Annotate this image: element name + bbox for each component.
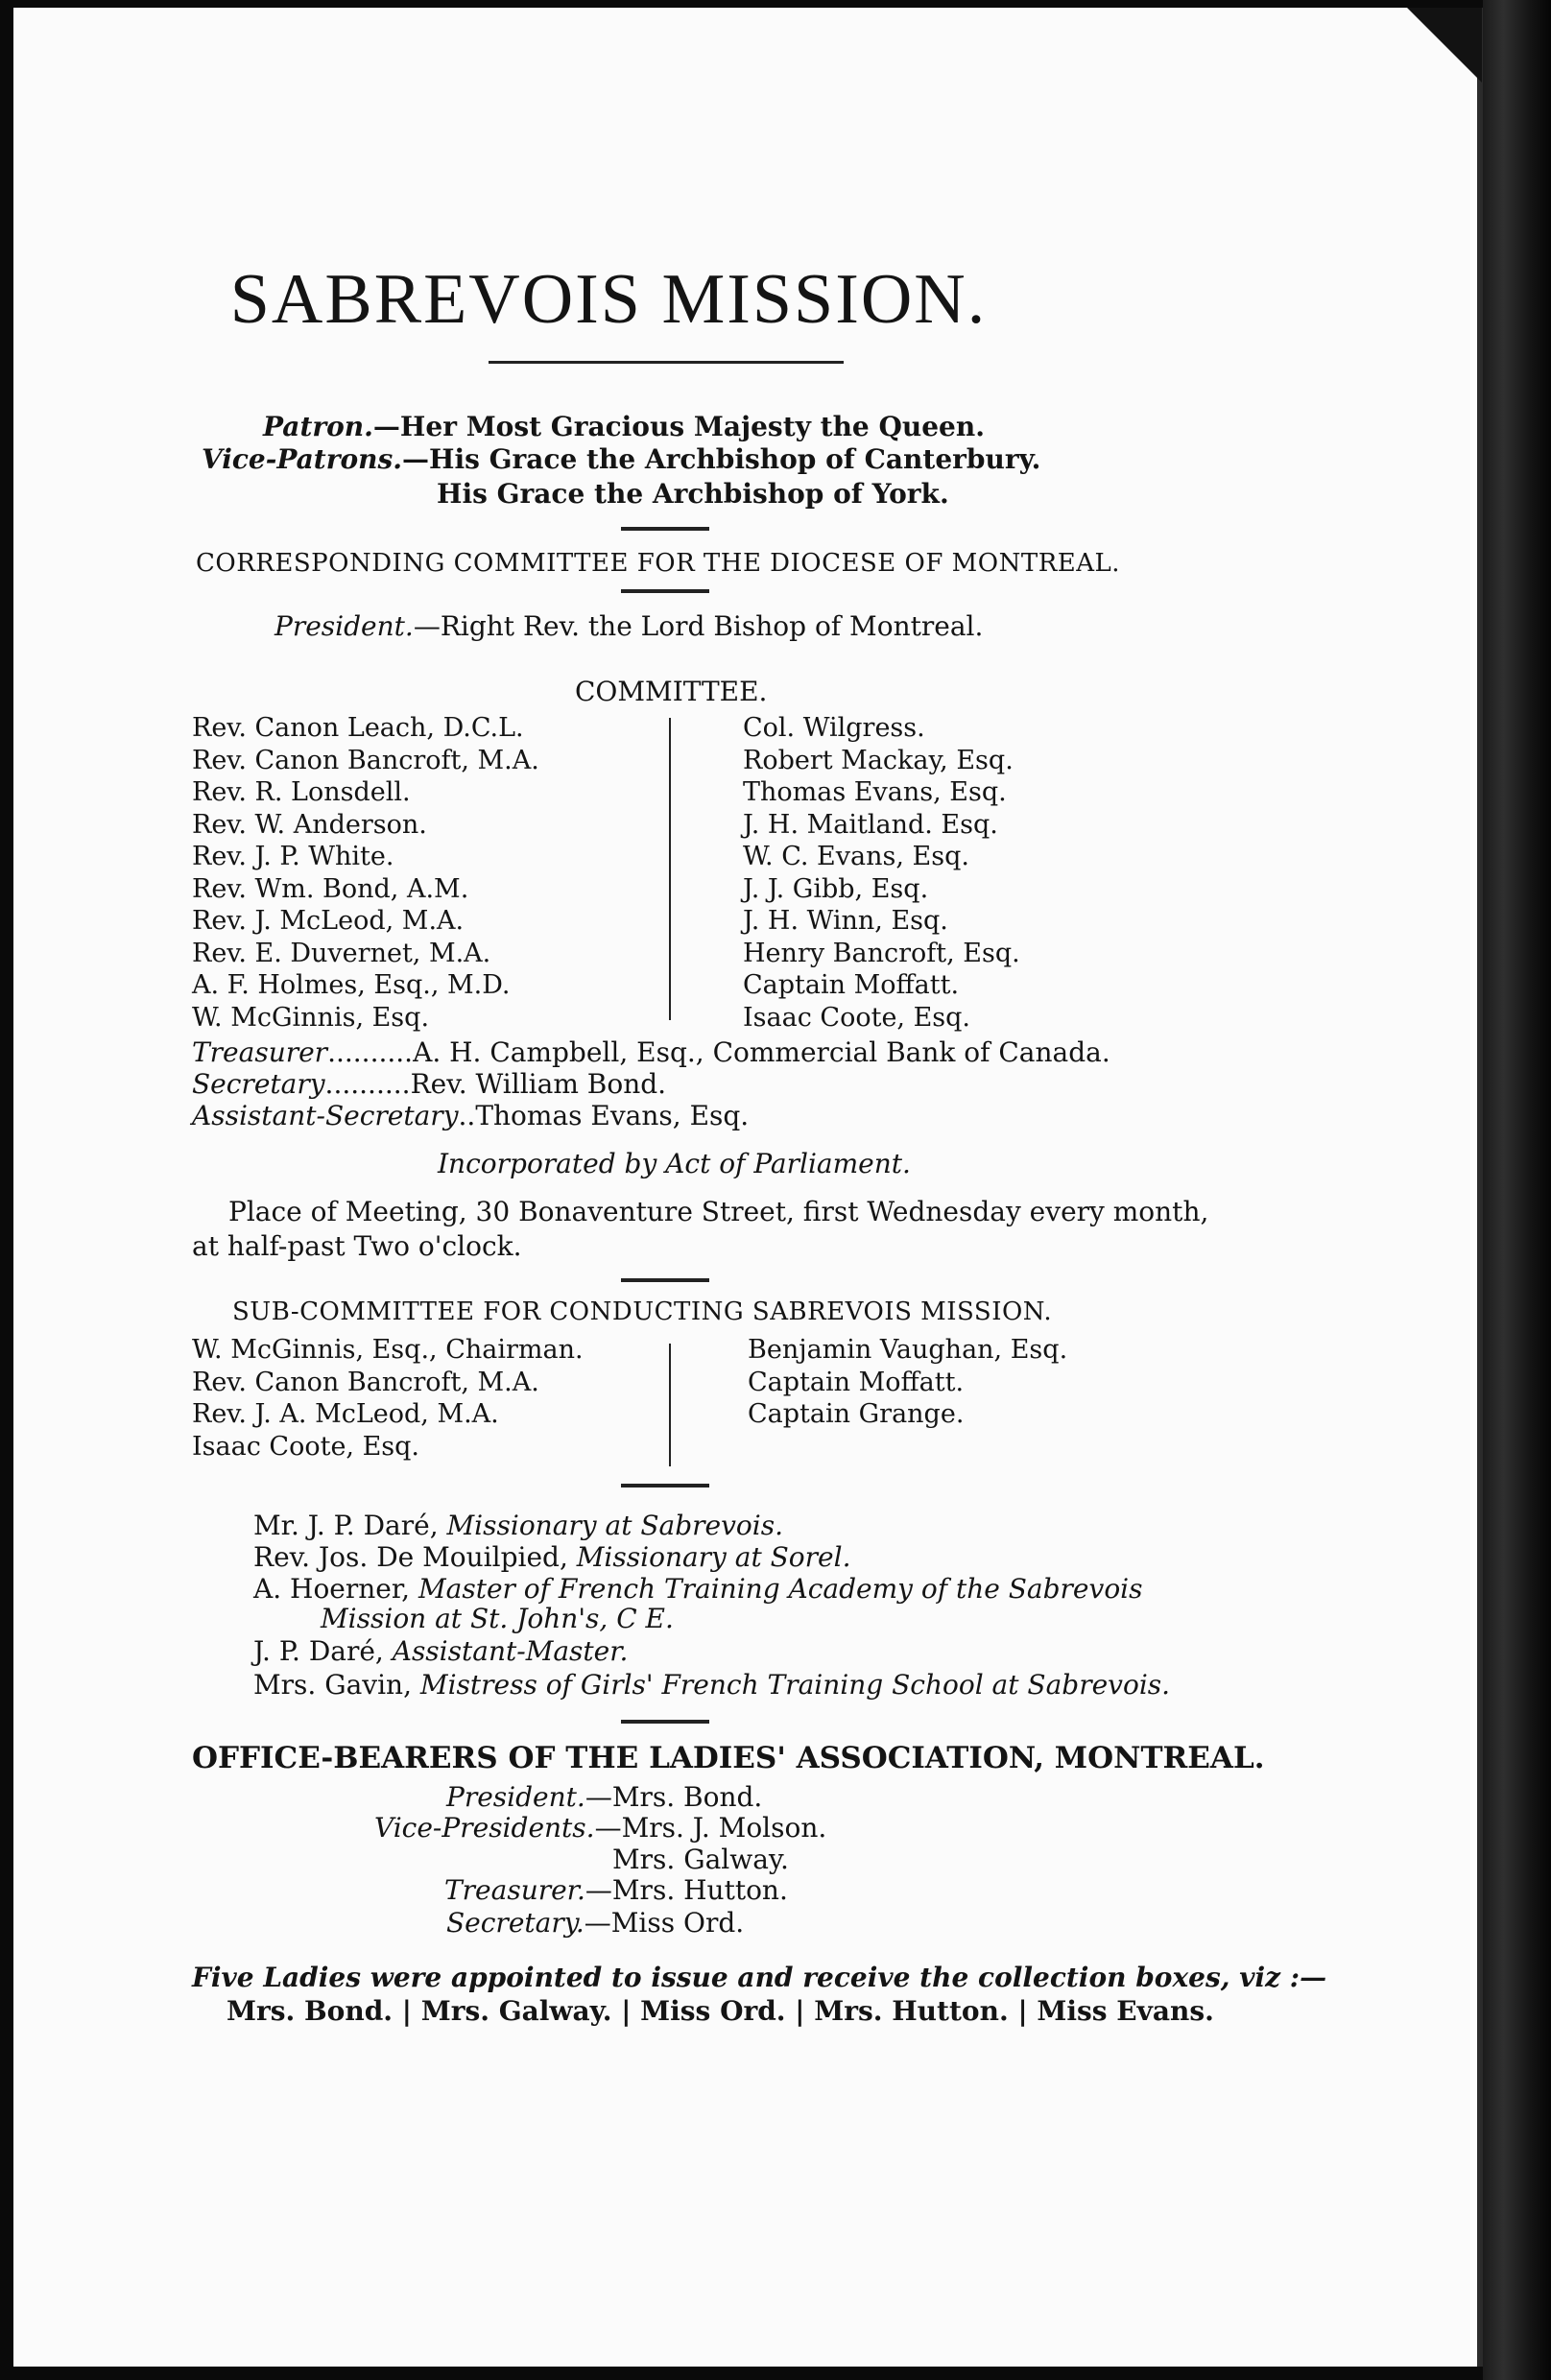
section-rule [621, 589, 709, 593]
staff-role: Master of French Training Academy of the Sabrevois [418, 1573, 1143, 1605]
section-rule [621, 527, 709, 531]
ladies-text: —Mrs. Bond. [585, 1781, 763, 1813]
section-rule [621, 1484, 709, 1488]
list-item: J. J. Gibb, Esq. [743, 873, 929, 904]
page-content [13, 8, 1477, 2367]
ladies-vice-president [374, 1812, 826, 1844]
officer-secretary [192, 1068, 666, 1100]
officer-dots: .. [458, 1100, 476, 1131]
list-item: Rev. R. Lonsdell. [192, 777, 411, 807]
vice-patron-text: —His Grace the Archbishop of Canterbury. [402, 443, 1041, 475]
staff-line [253, 1510, 783, 1541]
staff-name: Mr. J. P. Daré, [253, 1510, 447, 1541]
separator-bar: | [1017, 1995, 1028, 2027]
ladies-text: Mrs. Galway. [612, 1844, 789, 1875]
vice-patron-line [202, 443, 1040, 475]
book-edge [1483, 0, 1551, 2380]
collector-name: Miss Ord. [640, 1995, 786, 2027]
list-item: Rev. J. P. White. [192, 842, 394, 871]
president-label: President. [274, 610, 414, 642]
staff-line [253, 1541, 850, 1573]
list-item: Henry Bancroft, Esq. [743, 938, 1020, 968]
separator-bar: | [795, 1995, 805, 2027]
ladies-label: Secretary. [446, 1907, 585, 1939]
officer-text: Thomas Evans, Esq. [475, 1100, 750, 1131]
president-text: —Right Rev. the Lord Bishop of Montreal. [413, 610, 984, 642]
ladies-text: —Mrs. Hutton. [585, 1874, 788, 1906]
ladies-secretary [446, 1907, 744, 1939]
committee-left-list [192, 712, 539, 1034]
ladies-text: —Mrs. J. Molson. [594, 1812, 827, 1844]
document-page [13, 8, 1483, 2367]
sub-committee-right-list [748, 1334, 1067, 1431]
staff-role: Assistant-Master. [392, 1635, 629, 1667]
staff-name: Rev. Jos. De Mouilpied, [253, 1541, 577, 1573]
section-rule [621, 1278, 709, 1282]
vice-patron-label: Vice-Patrons. [202, 443, 403, 475]
list-item: Rev. Wm. Bond, A.M. [192, 873, 469, 904]
meeting-line-1: Place of Meeting, 30 Bonaventure Street, first Wednesday every month, [228, 1196, 1209, 1227]
patron-text: —Her Most Gracious Majesty the Queen. [372, 411, 985, 442]
list-item: Captain Moffatt. [743, 970, 960, 1000]
list-item: Rev. W. Anderson. [192, 809, 427, 840]
sub-committee-heading: SUB-COMMITTEE FOR CONDUCTING SABREVOIS MISSION. [232, 1297, 1053, 1326]
officer-label: Assistant-Secretary [192, 1100, 459, 1131]
committee-right-list [743, 712, 1020, 1034]
list-item: Isaac Coote, Esq. [743, 1002, 971, 1033]
staff-role: Mission at St. John's, C E. [321, 1603, 674, 1634]
collector-name: Mrs. Bond. [227, 1995, 394, 2027]
committee-heading: COMMITTEE. [575, 676, 768, 707]
list-item: Rev. J. McLeod, M.A. [192, 906, 465, 936]
staff-role: Missionary at Sorel. [576, 1541, 851, 1573]
ladies-vice-president-2 [612, 1844, 789, 1875]
officer-text: Rev. William Bond. [410, 1068, 667, 1100]
column-divider [669, 718, 671, 1020]
staff-line [321, 1603, 674, 1634]
officer-text: A. H. Campbell, Esq., Commercial Bank of Canada. [413, 1036, 1110, 1068]
ladies-label: Treasurer. [444, 1874, 585, 1906]
list-item: W. C. Evans, Esq. [743, 842, 969, 871]
list-item: Rev. Canon Bancroft, M.A. [192, 745, 539, 775]
list-item: W. McGinnis, Esq. [192, 1002, 430, 1033]
ladies-label: President. [446, 1781, 585, 1813]
patron-line [263, 411, 985, 442]
officer-assistant-secretary [192, 1100, 749, 1131]
collector-name: Mrs. Galway. [420, 1995, 612, 2027]
officer-dots: .......... [327, 1036, 414, 1068]
staff-line [253, 1573, 1143, 1605]
list-item: Rev. J. A. McLeod, M.A. [192, 1399, 499, 1429]
ladies-president [446, 1781, 762, 1813]
ladies-heading: OFFICE-BEARERS OF THE LADIES' ASSOCIATION, MONTREAL. [192, 1741, 1265, 1775]
sub-committee-left-list [192, 1334, 584, 1463]
corresponding-heading: CORRESPONDING COMMITTEE FOR THE DIOCESE OF MONTREAL. [196, 549, 1121, 578]
staff-role: Missionary at Sabrevois. [446, 1510, 784, 1541]
list-item: J. H. Maitland. Esq. [743, 809, 998, 840]
list-item: Col. Wilgress. [743, 713, 925, 743]
list-item: Benjamin Vaughan, Esq. [748, 1335, 1068, 1365]
meeting-line-2: at half-past Two o'clock. [192, 1230, 522, 1262]
list-item: A. F. Holmes, Esq., M.D. [192, 970, 511, 1000]
collectors-line [227, 1995, 1214, 2027]
list-item: J. H. Winn, Esq. [743, 906, 948, 936]
staff-name: Mrs. Gavin, [253, 1669, 420, 1701]
separator-bar: | [621, 1995, 632, 2027]
list-item: Isaac Coote, Esq. [192, 1431, 420, 1462]
list-item: Captain Moffatt. [748, 1367, 965, 1397]
list-item: Rev. Canon Leach, D.C.L. [192, 713, 524, 743]
list-item: Captain Grange. [748, 1399, 965, 1429]
separator-bar: | [401, 1995, 412, 2027]
list-item: W. McGinnis, Esq., Chairman. [192, 1335, 584, 1365]
president-line [274, 610, 983, 642]
staff-line [253, 1669, 1170, 1701]
section-rule [621, 1720, 709, 1724]
collector-name: Mrs. Hutton. [814, 1995, 1009, 2027]
staff-name: J. P. Daré, [253, 1635, 393, 1667]
officer-treasurer [192, 1036, 1110, 1068]
list-item: Rev. Canon Bancroft, M.A. [192, 1367, 539, 1397]
title-rule [489, 361, 844, 364]
vice-patron-line-2: His Grace the Archbishop of York. [437, 478, 949, 510]
staff-line [253, 1635, 628, 1667]
incorporated-line: Incorporated by Act of Parliament. [438, 1148, 911, 1179]
page-fold-corner [1407, 8, 1482, 83]
ladies-treasurer [444, 1874, 788, 1906]
list-item: Rev. E. Duvernet, M.A. [192, 938, 491, 968]
officer-dots: .......... [324, 1068, 411, 1100]
staff-name: A. Hoerner, [253, 1573, 418, 1605]
ladies-text: —Miss Ord. [584, 1907, 745, 1939]
collection-line: Five Ladies were appointed to issue and receive the collection boxes, viz :— [192, 1962, 1327, 1993]
ladies-label: Vice-Presidents. [374, 1812, 595, 1844]
officer-label: Secretary [192, 1068, 325, 1100]
officer-label: Treasurer [192, 1036, 328, 1068]
page-title: SABREVOIS MISSION. [229, 260, 988, 339]
patron-label: Patron. [263, 411, 373, 442]
collector-name: Miss Evans. [1037, 1995, 1214, 2027]
list-item: Robert Mackay, Esq. [743, 745, 1014, 775]
staff-role: Mistress of Girls' French Training School at Sabrevois. [419, 1669, 1171, 1701]
column-divider [669, 1344, 671, 1466]
list-item: Thomas Evans, Esq. [743, 777, 1007, 807]
